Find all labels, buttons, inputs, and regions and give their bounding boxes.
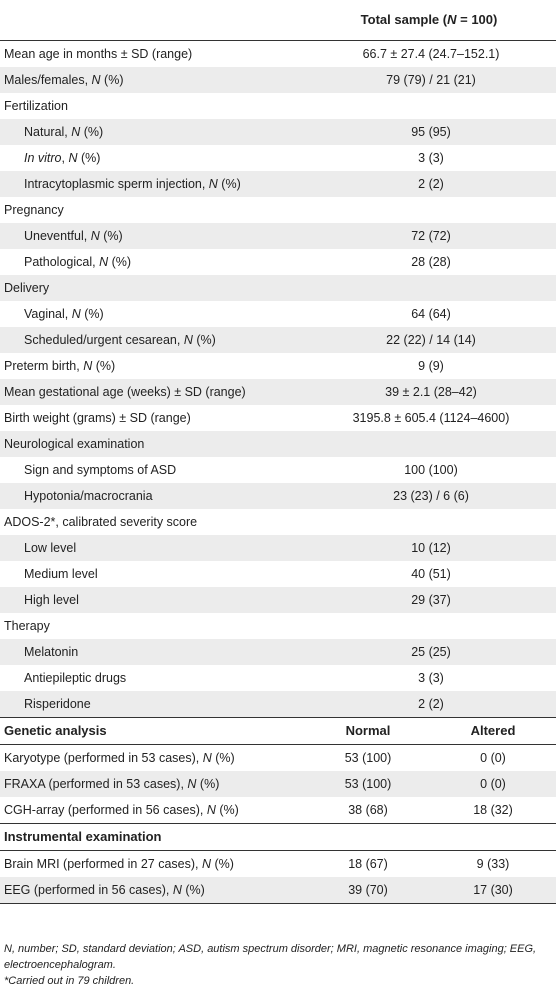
table-row: Pathological, N (%) 28 (28) (24, 254, 451, 269)
table-row: Mean age in months ± SD (range) 66.7 ± 27.4 (24.7–152.1) (4, 46, 500, 61)
table-row: Medium level 40 (51) (24, 566, 451, 581)
table-row: Delivery (0, 275, 556, 301)
table-row: High level 29 (37) (0, 587, 556, 613)
table-row: FRAXA (performed in 53 cases), N (%) 53 (100) 0 (0) (0, 771, 556, 797)
table-row: Low level 10 (12) (0, 535, 556, 561)
instrumental-examination-header: Instrumental examination (0, 824, 556, 851)
table-row: Preterm birth, N (%) 9 (9) (4, 358, 444, 373)
table-row: Antiepileptic drugs 3 (3) (24, 670, 444, 685)
table-row: ADOS-2*, calibrated severity score (4, 514, 198, 529)
genetic-analysis-header: Genetic analysis Normal Altered (0, 718, 556, 745)
table-row: Pregnancy (4, 202, 64, 217)
table-row: Therapy (4, 618, 50, 633)
table-row: In vitro, N (%) 3 (3) (24, 150, 444, 165)
table-row: Vaginal, N (%) 64 (64) (24, 306, 451, 321)
table-row: Melatonin 25 (25) (0, 639, 556, 665)
table-row: Brain MRI (performed in 27 cases), N (%) 18 (67) 9 (33) (4, 856, 510, 871)
table-header-row (0, 0, 556, 41)
table-row: Uneventful, N (%) 72 (72) (0, 223, 556, 249)
abbreviations-footnote: N, number; SD, standard deviation; ASD, autism spectrum disorder; MRI, magnetic resonance imaging; EEG, electroencephalogram. (4, 943, 537, 971)
table-row: Intracytoplasmic sperm injection, N (%) 2 (2) (0, 171, 556, 197)
table-row: EEG (performed in 56 cases), N (%) 39 (70) 17 (30) (0, 877, 556, 904)
table-row: Natural, N (%) 95 (95) (0, 119, 556, 145)
asterisk-footnote: *Carried out in 79 children. (4, 974, 135, 987)
total-sample-header: Total sample (N = 100) (306, 0, 556, 41)
table-row: Fertilization (4, 98, 68, 113)
table-row: Risperidone 2 (2) (0, 691, 556, 718)
table-row: Scheduled/urgent cesarean, N (%) 22 (22) / 14 (14) (0, 327, 556, 353)
table-row: Karyotype (performed in 53 cases), N (%) 53 (100) 0 (0) (4, 750, 506, 765)
table-row: Birth weight (grams) ± SD (range) 3195.8 ± 605.4 (1124–4600) (4, 410, 510, 425)
table-row: Mean gestational age (weeks) ± SD (range) 39 ± 2.1 (28–42) (0, 379, 556, 405)
table-row: Neurological examination (0, 431, 556, 457)
table-footnotes (4, 942, 552, 990)
table-row: Sign and symptoms of ASD 100 (100) (24, 462, 458, 477)
table-row: CGH-array (performed in 56 cases), N (%) 38 (68) 18 (32) (4, 802, 513, 817)
table-row: Hypotonia/macrocrania 23 (23) / 6 (6) (0, 483, 556, 509)
table-row: Males/females, N (%) 79 (79) / 21 (21) (0, 67, 556, 93)
